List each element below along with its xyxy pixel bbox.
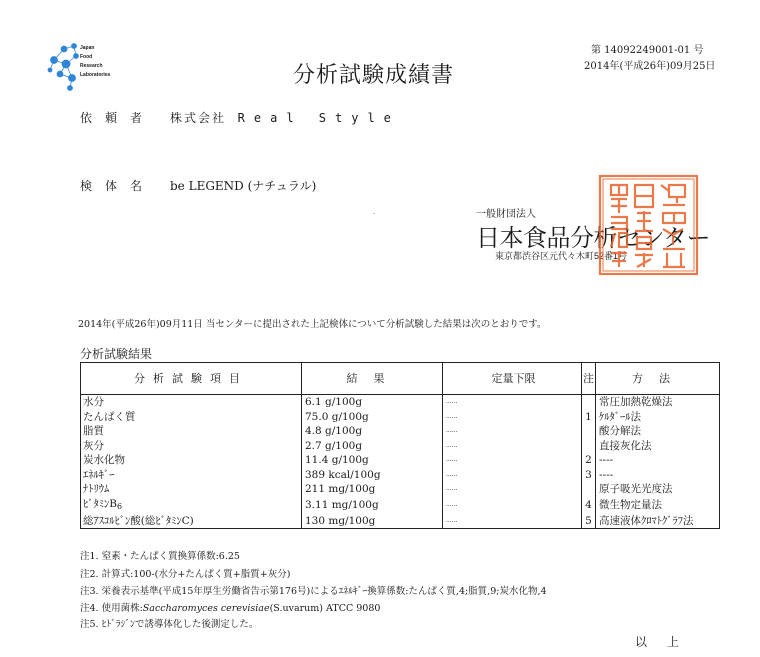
cell-item: 脂質 bbox=[81, 424, 302, 439]
document-number: 第 14092249001-01 号 bbox=[591, 45, 704, 56]
cell-item: 総ｱｽｺﾙﾋﾞﾝ酸(総ﾋﾞﾀﾐﾝC) bbox=[81, 514, 302, 529]
logo-line: Food bbox=[80, 54, 93, 60]
cell-method: 酸分解法 bbox=[596, 424, 720, 439]
cell-note bbox=[582, 424, 596, 439]
cell-item-subscript: 6 bbox=[116, 501, 123, 511]
table-row bbox=[81, 410, 720, 425]
footnote-5: 注5. ﾋﾄﾞﾗｼﾞﾝで誘導体化した後測定した。 bbox=[80, 619, 259, 630]
cell-method: 常圧加熱乾燥法 bbox=[596, 395, 720, 410]
table-row bbox=[81, 514, 720, 529]
table-row bbox=[81, 424, 720, 439]
cell-result: 4.8 g/100g bbox=[302, 424, 443, 439]
organization-name: 日本食品分析センター bbox=[476, 225, 711, 252]
table-row bbox=[81, 468, 720, 483]
header-result: 結果 bbox=[302, 363, 443, 395]
footnote-4 bbox=[80, 600, 380, 614]
logo-line: Research bbox=[80, 63, 103, 69]
cell-method: ---- bbox=[596, 468, 720, 483]
header-method: 方法 bbox=[596, 363, 720, 395]
cell-limit: ...... bbox=[443, 468, 582, 483]
sample-label: 検体名 bbox=[80, 179, 156, 193]
table-row bbox=[81, 482, 720, 497]
cell-limit: ...... bbox=[443, 395, 582, 410]
cell-item: 水分 bbox=[81, 395, 302, 410]
organization-address: 東京都渋谷区元代々木町52番1号 bbox=[495, 251, 628, 261]
cell-result: 211 mg/100g bbox=[302, 482, 443, 497]
cell-result: 2.7 g/100g bbox=[302, 439, 443, 454]
cell-item: たんぱく質 bbox=[81, 410, 302, 425]
logo-line: Japan bbox=[80, 45, 95, 51]
cell-item-text: ﾋﾞﾀﾐﾝB bbox=[83, 497, 117, 510]
cell-item: 炭水化物 bbox=[81, 453, 302, 468]
cell-limit: ...... bbox=[443, 424, 582, 439]
official-seal-icon bbox=[597, 173, 700, 277]
table-row bbox=[81, 497, 720, 514]
cell-result: 6.1 g/100g bbox=[302, 395, 443, 410]
cell-result: 75.0 g/100g bbox=[302, 410, 443, 425]
cell-note: 1 bbox=[582, 410, 596, 425]
cell-limit: ...... bbox=[443, 497, 582, 514]
cell-note: 5 bbox=[582, 514, 596, 529]
cell-limit: ...... bbox=[443, 482, 582, 497]
cell-note: 2 bbox=[582, 453, 596, 468]
table-row bbox=[81, 453, 720, 468]
footnote-3: 注3. 栄養表示基準(平成15年厚生労働省告示第176号)によるｴﾈﾙｷﾞｰ換算係数:たんぱく質,4;脂質,9;炭水化物,4 bbox=[80, 586, 547, 597]
cell-item: ﾅﾄﾘｳﾑ bbox=[81, 482, 302, 497]
document-title: 分析試験成績書 bbox=[293, 63, 455, 88]
client-value bbox=[170, 109, 400, 126]
sample-value: be LEGEND (ナチュラル) bbox=[170, 179, 317, 193]
cell-limit: ...... bbox=[443, 453, 582, 468]
document-date: 2014年(平成26年)09月25日 bbox=[584, 61, 716, 72]
table-row bbox=[81, 395, 720, 410]
cell-note: 3 bbox=[582, 468, 596, 483]
table-header-row bbox=[81, 363, 720, 395]
cell-limit: ...... bbox=[443, 410, 582, 425]
cell-item: ｴﾈﾙｷﾞｰ bbox=[81, 468, 302, 483]
results-table bbox=[80, 362, 720, 529]
cell-item bbox=[81, 497, 302, 514]
cell-result: 389 kcal/100g bbox=[302, 468, 443, 483]
cell-result: 11.4 g/100g bbox=[302, 453, 443, 468]
intro-text: 2014年(平成26年)09月11日 当センターに提出された上記検体について分析試験した結果は次のとおりです。 bbox=[78, 319, 547, 330]
footnote-4-prefix: 注4. 使用菌株: bbox=[80, 603, 143, 614]
header-limit: 定量下限 bbox=[443, 363, 582, 395]
cell-method: 微生物定量法 bbox=[596, 497, 720, 514]
client-company-type: 株式会社 bbox=[170, 111, 227, 125]
footnote-2: 注2. 計算式:100-(水分+たんぱく質+脂質+灰分) bbox=[80, 569, 291, 580]
cell-limit: ...... bbox=[443, 439, 582, 454]
cell-result: 130 mg/100g bbox=[302, 514, 443, 529]
results-heading: 分析試験結果 bbox=[80, 347, 153, 361]
organization-type: 一般財団法人 bbox=[476, 209, 536, 220]
client-label: 依頼者 bbox=[80, 111, 156, 125]
cell-method: 直接灰化法 bbox=[596, 439, 720, 454]
header-item: 分析試験項目 bbox=[81, 363, 302, 395]
cell-note bbox=[582, 439, 596, 454]
cell-note: 4 bbox=[582, 497, 596, 514]
closing-text: 以上 bbox=[635, 635, 700, 649]
cell-method: ---- bbox=[596, 453, 720, 468]
logo-line: Laboratories bbox=[80, 72, 111, 78]
footnote-1: 注1. 窒素・たんぱく質換算係数:6.25 bbox=[80, 551, 240, 562]
cell-method: 原子吸光光度法 bbox=[596, 482, 720, 497]
cell-note bbox=[582, 395, 596, 410]
cell-method: ｹﾙﾀﾞｰﾙ法 bbox=[596, 410, 720, 425]
stray-dot: · bbox=[373, 211, 375, 218]
footnote-4-species: Saccharomyces cerevisiae bbox=[142, 603, 270, 614]
cell-method: 高速液体ｸﾛﾏﾄｸﾞﾗﾌ法 bbox=[596, 514, 720, 529]
footnote-4-suffix: (S.uvarum) ATCC 9080 bbox=[269, 603, 381, 614]
table-row bbox=[81, 439, 720, 454]
client-company-name: Real Style bbox=[237, 111, 400, 125]
cell-item: 灰分 bbox=[81, 439, 302, 454]
header-note: 注 bbox=[582, 363, 596, 395]
logo-text bbox=[80, 44, 110, 80]
cell-note bbox=[582, 482, 596, 497]
cell-result: 3.11 mg/100g bbox=[302, 497, 443, 514]
cell-limit: ...... bbox=[443, 514, 582, 529]
